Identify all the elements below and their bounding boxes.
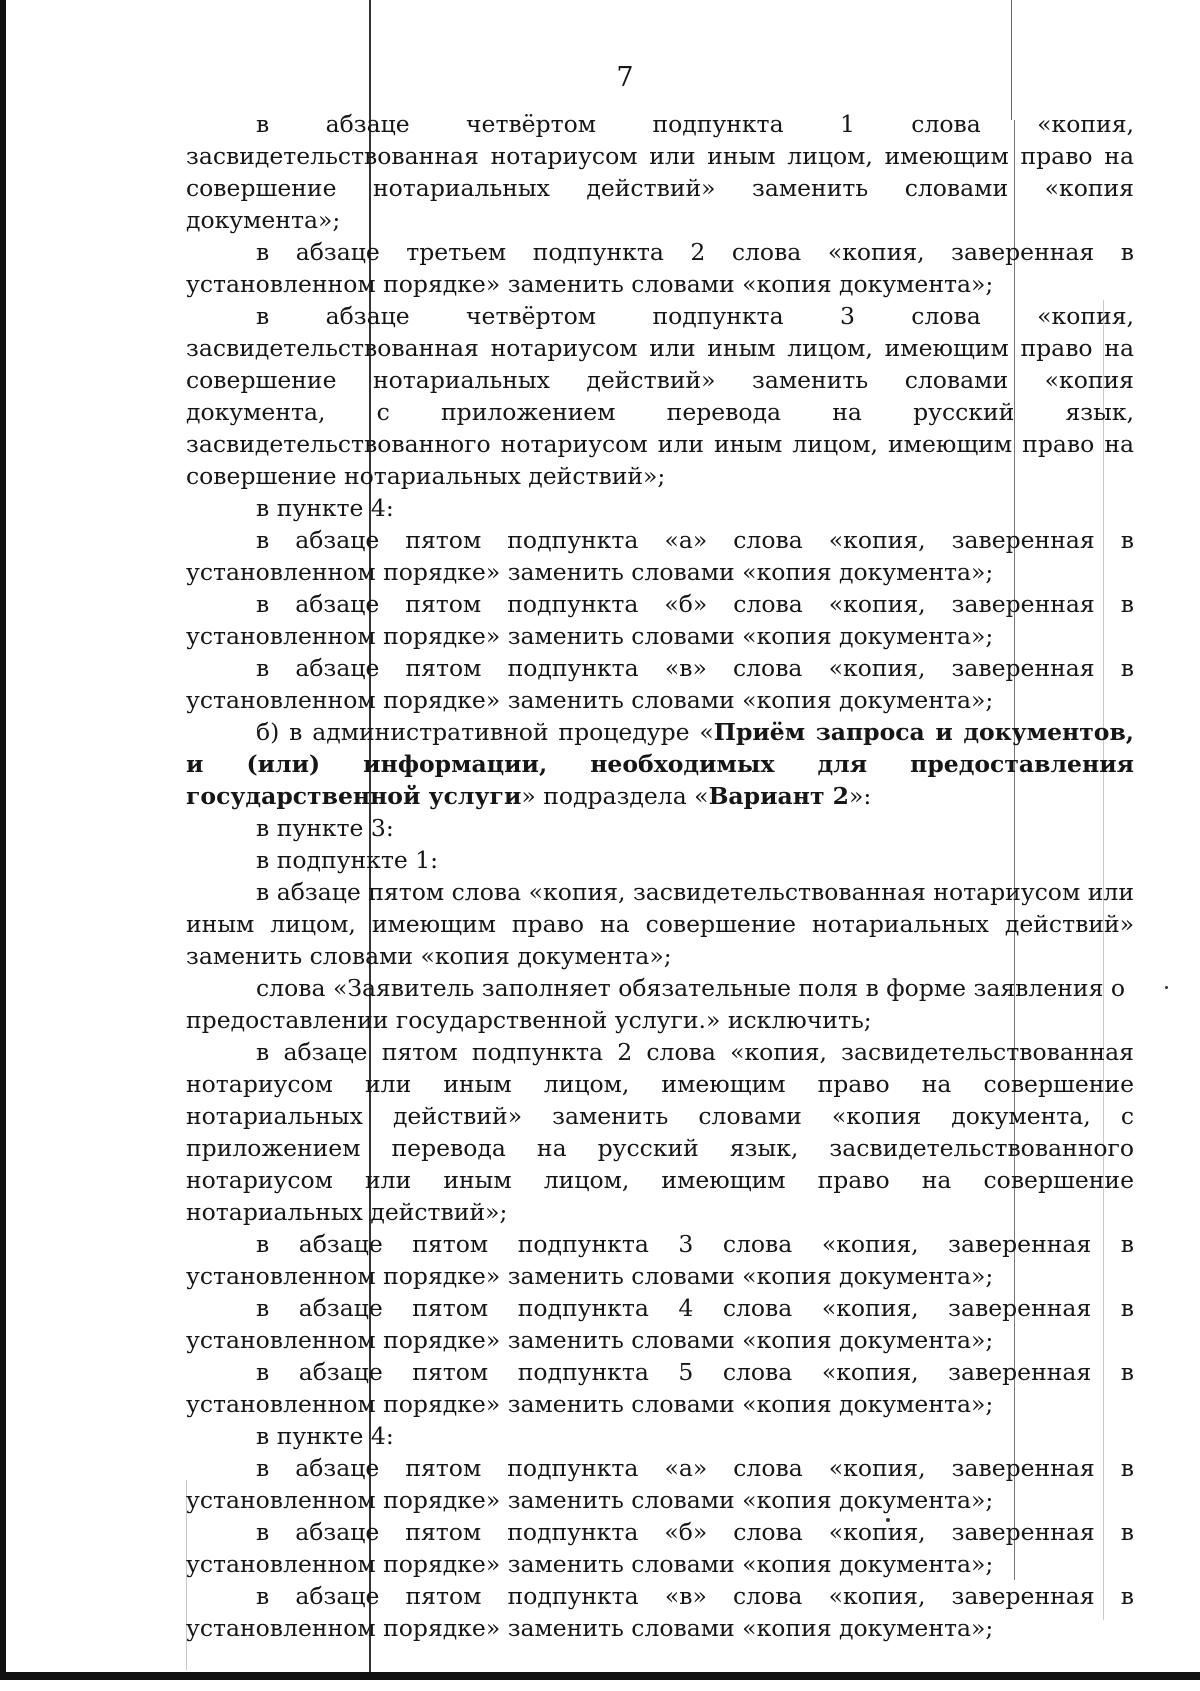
paragraph <box>186 716 1134 812</box>
paragraph: в пункте 4: <box>256 1422 394 1450</box>
paragraph: в абзаце пятом подпункта «а» слова «копия, заверенная в установленном порядке» заменить словами «копия документа»; <box>186 1454 1134 1514</box>
paragraph: в абзаце пятом подпункта 2 слова «копия, засвидетельствованная нотариусом или иным лицом, имеющим право на совершение нотариальных действий» заменить словами «копия документа, с приложением перевода на русский язык, засвидетельствованного нотариусом или иным лицом, имеющим право на совершение нотариальных действий»; <box>186 1038 1134 1226</box>
scan-border-bottom <box>0 1672 1200 1680</box>
paragraph: в абзаце пятом подпункта «в» слова «копия, заверенная в установленном порядке» заменить словами «копия документа»; <box>186 1582 1134 1642</box>
paragraph: в абзаце пятом подпункта «в» слова «копия, заверенная в установленном порядке» заменить словами «копия документа»; <box>186 654 1134 714</box>
paragraph: в абзаце третьем подпункта 2 слова «копия, заверенная в установленном порядке» заменить словами «копия документа»; <box>186 238 1134 298</box>
text-run: » подраздела « <box>521 782 709 810</box>
paragraph: в пункте 3: <box>256 814 394 842</box>
bold-text: Вариант 2 <box>708 782 850 810</box>
text-run: »: <box>849 782 872 810</box>
paragraph: в абзаце пятом подпункта «б» слова «копия, заверенная в установленном порядке» заменить словами «копия документа»; <box>186 590 1134 650</box>
paragraph: в абзаце пятом подпункта 5 слова «копия, заверенная в установленном порядке» заменить словами «копия документа»; <box>186 1358 1134 1418</box>
text-run: б) в административной процедуре « <box>256 718 714 746</box>
paragraph: в абзаце пятом подпункта «б» слова «копия, заверенная в установленном порядке» заменить словами «копия документа»; <box>186 1518 1134 1578</box>
paragraph: в абзаце пятом подпункта «а» слова «копия, заверенная в установленном порядке» заменить словами «копия документа»; <box>186 526 1134 586</box>
paragraph: в пункте 4: <box>256 494 394 522</box>
paragraph: слова «Заявитель заполняет обязательные поля в форме заявления о предоставлении государственной услуги.» исключить; <box>186 974 1126 1034</box>
document-body <box>186 108 1134 1644</box>
bold-text: Приём запроса и документов, и (или) информации, необходимых для предоставления государственной услуги <box>186 718 1134 810</box>
page-number: 7 <box>616 62 634 93</box>
scan-speck <box>1165 986 1168 989</box>
paragraph: в абзаце пятом подпункта 3 слова «копия, заверенная в установленном порядке» заменить словами «копия документа»; <box>186 1230 1134 1290</box>
paragraph: в абзаце четвёртом подпункта 1 слова «копия, засвидетельствованная нотариусом или иным лицом, имеющим право на совершение нотариальных действий» заменить словами «копия документа»; <box>186 110 1134 234</box>
scan-border-left <box>0 0 6 1680</box>
paragraph: в абзаце четвёртом подпункта 3 слова «копия, засвидетельствованная нотариусом или иным лицом, имеющим право на совершение нотариальных действий» заменить словами «копия документа, с приложением перевода на русский язык, засвидетельствованного нотариусом или иным лицом, имеющим право на совершение нотариальных действий»; <box>186 302 1134 490</box>
paragraph: в подпункте 1: <box>256 846 439 874</box>
paragraph: в абзаце пятом слова «копия, засвидетельствованная нотариусом или иным лицом, имеющим право на совершение нотариальных действий» заменить словами «копия документа»; <box>186 878 1134 970</box>
paragraph: в абзаце пятом подпункта 4 слова «копия, заверенная в установленном порядке» заменить словами «копия документа»; <box>186 1294 1134 1354</box>
scan-fold-line-right-top <box>1011 0 1012 120</box>
